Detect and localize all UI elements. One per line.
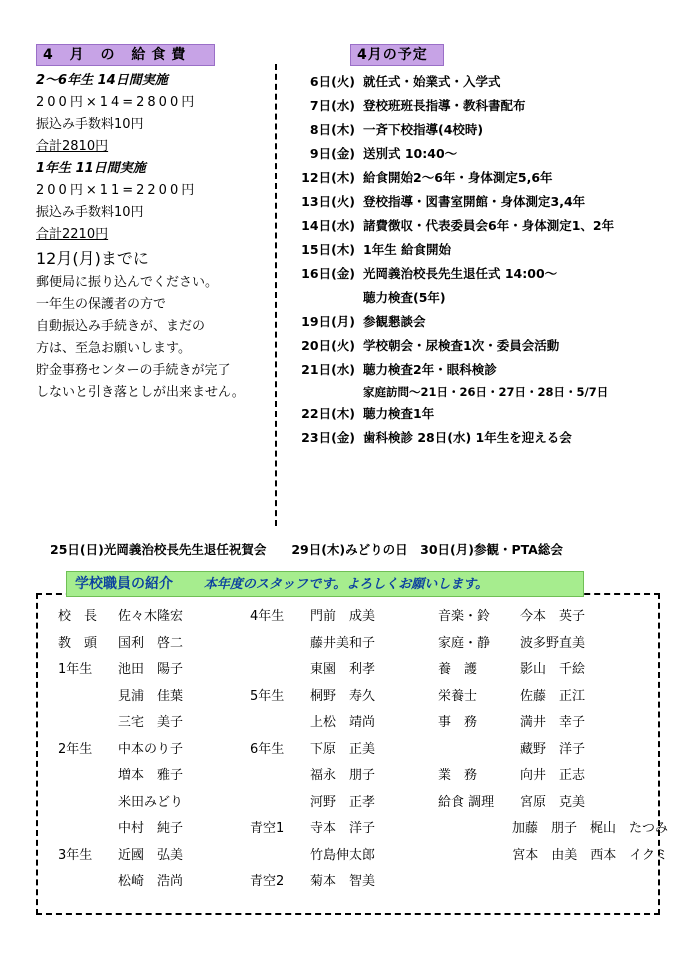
staff-row bbox=[250, 657, 430, 684]
event-date: 7日(水) bbox=[309, 98, 355, 113]
lunch-fee-line: 200円×11=2200円 bbox=[36, 183, 198, 198]
schedule-event bbox=[285, 190, 675, 214]
lunch-fee-section bbox=[36, 70, 268, 404]
schedule-event bbox=[285, 262, 675, 286]
staff-role: 家庭・静 bbox=[438, 635, 491, 651]
staff-row bbox=[58, 657, 238, 684]
staff-role bbox=[250, 763, 310, 790]
lunch-fee-line: 12月(月)までに bbox=[36, 249, 149, 268]
staff-name: 河野 正孝 bbox=[310, 794, 376, 810]
lunch-fee-line: 貯金事務センターの手続きが完了 bbox=[36, 363, 231, 378]
staff-name: 中本のり子 bbox=[118, 741, 184, 757]
event-text: 家庭訪問～21日・26日・27日・28日・5/7日 bbox=[363, 385, 609, 399]
staff-row bbox=[58, 816, 238, 843]
event-date bbox=[285, 382, 363, 402]
event-text: 参観懇談会 bbox=[363, 314, 426, 329]
staff-name: 近國 弘美 bbox=[118, 847, 184, 863]
staff-role bbox=[250, 843, 310, 870]
staff-role bbox=[438, 843, 512, 870]
staff-row bbox=[438, 790, 668, 817]
staff-role bbox=[250, 657, 310, 684]
staff-row bbox=[250, 631, 430, 658]
staff-name: 今本 英子 bbox=[520, 609, 586, 624]
lunch-fee-line: 1年生 11日間実施 bbox=[36, 161, 146, 176]
staff-name: 門前 成美 bbox=[310, 609, 376, 624]
event-text: 聴力検査(5年) bbox=[363, 290, 446, 305]
event-text: 就任式・始業式・入学式 bbox=[363, 74, 501, 89]
event-date: 6日(火) bbox=[309, 74, 355, 89]
staff-role: 3年生 bbox=[58, 847, 93, 863]
staff-role: 2年生 bbox=[58, 741, 93, 757]
staff-name: 松崎 浩尚 bbox=[118, 874, 184, 889]
staff-role: 音楽・鈴 bbox=[438, 609, 491, 624]
staff-role bbox=[58, 710, 118, 737]
lunch-fee-line: しないと引き落としが出来ません。 bbox=[36, 385, 245, 400]
schedule-event bbox=[285, 358, 675, 382]
event-date: 19日(月) bbox=[301, 314, 355, 329]
staff-row bbox=[58, 869, 238, 896]
staff-row bbox=[58, 604, 238, 631]
staff-row bbox=[438, 816, 668, 843]
event-text: 歯科検診 28日(水) 1年生を迎える会 bbox=[363, 430, 572, 445]
event-date: 16日(金) bbox=[301, 266, 355, 281]
staff-name: 池田 陽子 bbox=[118, 662, 184, 677]
staff-row bbox=[58, 843, 238, 870]
staff-row bbox=[250, 816, 430, 843]
event-text: 登校指導・図書室開館・身体測定3,4年 bbox=[363, 194, 586, 209]
staff-role: 事 務 bbox=[438, 715, 478, 730]
schedule-event bbox=[285, 310, 675, 334]
staff-role: 青空2 bbox=[250, 874, 285, 889]
lunch-fee-line: 振込み手数料10円 bbox=[36, 205, 144, 220]
staff-name: 下原 正美 bbox=[310, 741, 376, 757]
staff-name: 桐野 寿久 bbox=[310, 688, 376, 704]
staff-row bbox=[438, 604, 668, 631]
staff-name: 米田みどり bbox=[118, 794, 184, 810]
staff-name: 向井 正志 bbox=[520, 768, 586, 783]
staff-role: 教 頭 bbox=[58, 635, 98, 651]
staff-header bbox=[66, 571, 584, 597]
lunch-fee-header: 4 月 の 給食費 bbox=[36, 44, 215, 66]
staff-role bbox=[250, 710, 310, 737]
staff-name: 見浦 佳葉 bbox=[118, 688, 184, 704]
schedule-event bbox=[285, 94, 675, 118]
staff-role bbox=[438, 816, 512, 843]
event-date: 12日(木) bbox=[301, 170, 355, 185]
lunch-fee-line: 方は、至急お願いします。 bbox=[36, 341, 191, 356]
staff-name: 竹島伸太郎 bbox=[310, 847, 376, 863]
lunch-fee-line: 郵便局に振り込んでください。 bbox=[36, 275, 219, 290]
staff-row bbox=[58, 710, 238, 737]
staff-row bbox=[250, 763, 430, 790]
staff-name: 波多野直美 bbox=[520, 635, 586, 651]
staff-name: 宮本 由美 西本 イクミ bbox=[512, 847, 668, 863]
lunch-fee-line: 振込み手数料10円 bbox=[36, 117, 144, 132]
staff-name: 菊本 智美 bbox=[310, 874, 376, 889]
staff-row bbox=[438, 843, 668, 870]
schedule-event bbox=[285, 166, 675, 190]
staff-row bbox=[58, 790, 238, 817]
schedule-event bbox=[285, 70, 675, 94]
schedule-event bbox=[285, 238, 675, 262]
event-date bbox=[285, 286, 363, 310]
staff-row bbox=[438, 710, 668, 737]
staff-column-2 bbox=[250, 604, 430, 896]
event-text: 学校朝会・尿検査1次・委員会活動 bbox=[363, 338, 560, 353]
event-text: 諸費徴収・代表委員会6年・身体測定1、2年 bbox=[363, 218, 615, 233]
event-text: 送別式 10:40～ bbox=[363, 146, 458, 161]
staff-row bbox=[438, 763, 668, 790]
staff-row bbox=[250, 710, 430, 737]
staff-name: 藏野 洋子 bbox=[520, 741, 586, 757]
staff-name: 国利 啓二 bbox=[118, 635, 184, 651]
event-text: 1年生 給食開始 bbox=[363, 242, 452, 257]
staff-name: 加藤 朋子 梶山 たつみ bbox=[511, 821, 668, 836]
event-date: 9日(金) bbox=[309, 146, 355, 161]
lunch-fee-line: 自動振込み手続きが、まだの bbox=[36, 319, 206, 334]
event-text: 聴力検査2年・眼科検診 bbox=[363, 362, 497, 377]
staff-role: 業 務 bbox=[438, 768, 478, 783]
staff-row bbox=[250, 790, 430, 817]
staff-role bbox=[58, 790, 118, 817]
event-text: 登校班班長指導・教科書配布 bbox=[363, 98, 526, 113]
staff-role bbox=[58, 763, 118, 790]
staff-name: 佐藤 正江 bbox=[520, 688, 586, 704]
staff-name: 福永 朋子 bbox=[310, 768, 376, 783]
event-text: 一斉下校指導(4校時) bbox=[363, 122, 484, 137]
staff-name: 上松 靖尚 bbox=[310, 715, 376, 730]
column-divider bbox=[275, 64, 277, 526]
staff-name: 佐々木隆宏 bbox=[118, 609, 184, 624]
staff-role: 1年生 bbox=[58, 662, 93, 677]
event-date: 22日(木) bbox=[301, 406, 355, 421]
schedule-event bbox=[285, 286, 675, 310]
staff-role bbox=[58, 869, 118, 896]
staff-row bbox=[250, 684, 430, 711]
event-text: 聴力検査1年 bbox=[363, 406, 435, 421]
staff-name: 満井 幸子 bbox=[520, 715, 586, 730]
staff-name: 中村 純子 bbox=[118, 821, 184, 836]
staff-header-title: 学校職員の紹介 bbox=[75, 576, 173, 592]
staff-row bbox=[250, 604, 430, 631]
staff-role bbox=[250, 631, 310, 658]
staff-row bbox=[438, 737, 668, 764]
schedule-event bbox=[285, 402, 675, 426]
lunch-fee-line: 合計2810円 bbox=[36, 139, 109, 154]
lunch-fee-line: 一年生の保護者の方で bbox=[36, 297, 167, 312]
staff-name: 影山 千絵 bbox=[520, 662, 586, 677]
schedule-event bbox=[285, 382, 675, 402]
staff-role: 校 長 bbox=[58, 609, 98, 624]
staff-name: 藤井美和子 bbox=[310, 635, 376, 651]
event-date: 14日(水) bbox=[301, 218, 355, 233]
staff-column-1 bbox=[58, 604, 238, 896]
staff-row bbox=[58, 631, 238, 658]
schedule-event bbox=[285, 426, 675, 450]
event-date: 23日(金) bbox=[301, 430, 355, 445]
schedule-event bbox=[285, 214, 675, 238]
staff-role: 青空1 bbox=[250, 821, 285, 836]
staff-role bbox=[438, 737, 520, 764]
staff-role: 5年生 bbox=[250, 688, 285, 704]
staff-row bbox=[250, 737, 430, 764]
staff-role bbox=[58, 684, 118, 711]
lunch-fee-line: 200円×14=2800円 bbox=[36, 95, 198, 110]
staff-row bbox=[58, 763, 238, 790]
staff-header-subtitle: 本年度のスタッフです。よろしくお願いします。 bbox=[203, 577, 489, 592]
staff-name: 東園 利孝 bbox=[310, 662, 376, 677]
staff-row bbox=[438, 631, 668, 658]
schedule-event bbox=[285, 142, 675, 166]
event-date: 13日(火) bbox=[301, 194, 355, 209]
staff-row bbox=[250, 843, 430, 870]
staff-row bbox=[438, 684, 668, 711]
staff-row bbox=[58, 737, 238, 764]
event-date: 15日(木) bbox=[301, 242, 355, 257]
staff-role: 4年生 bbox=[250, 609, 285, 624]
staff-role: 給食 調理 bbox=[438, 794, 495, 810]
schedule-section bbox=[285, 70, 675, 450]
schedule-event bbox=[285, 118, 675, 142]
event-text: 光岡義治校長先生退任式 14:00～ bbox=[363, 266, 558, 281]
schedule-header: 4月の予定 bbox=[350, 44, 444, 66]
schedule-bottom-line: 25日(日)光岡義治校長先生退任祝賀会 29日(木)みどりの日 30日(月)参観・PTA総会 bbox=[50, 542, 563, 557]
staff-role bbox=[250, 790, 310, 817]
staff-role: 6年生 bbox=[250, 741, 285, 757]
staff-name: 宮原 克美 bbox=[520, 794, 586, 810]
lunch-fee-line: 2～6年生 14日間実施 bbox=[36, 73, 168, 88]
staff-row bbox=[438, 657, 668, 684]
event-date: 8日(木) bbox=[309, 122, 355, 137]
staff-row bbox=[58, 684, 238, 711]
staff-role: 養 護 bbox=[438, 662, 478, 677]
staff-name: 寺本 洋子 bbox=[310, 821, 376, 836]
event-text: 給食開始2～6年・身体測定5,6年 bbox=[363, 170, 553, 185]
event-date: 20日(火) bbox=[301, 338, 355, 353]
staff-name: 三宅 美子 bbox=[118, 715, 184, 730]
schedule-event bbox=[285, 334, 675, 358]
event-date: 21日(水) bbox=[301, 362, 355, 377]
staff-row bbox=[250, 869, 430, 896]
staff-column-3 bbox=[438, 604, 668, 869]
lunch-fee-line: 合計2210円 bbox=[36, 227, 109, 242]
staff-role: 栄養士 bbox=[438, 688, 478, 704]
staff-name: 増本 雅子 bbox=[118, 768, 184, 783]
staff-role bbox=[58, 816, 118, 843]
